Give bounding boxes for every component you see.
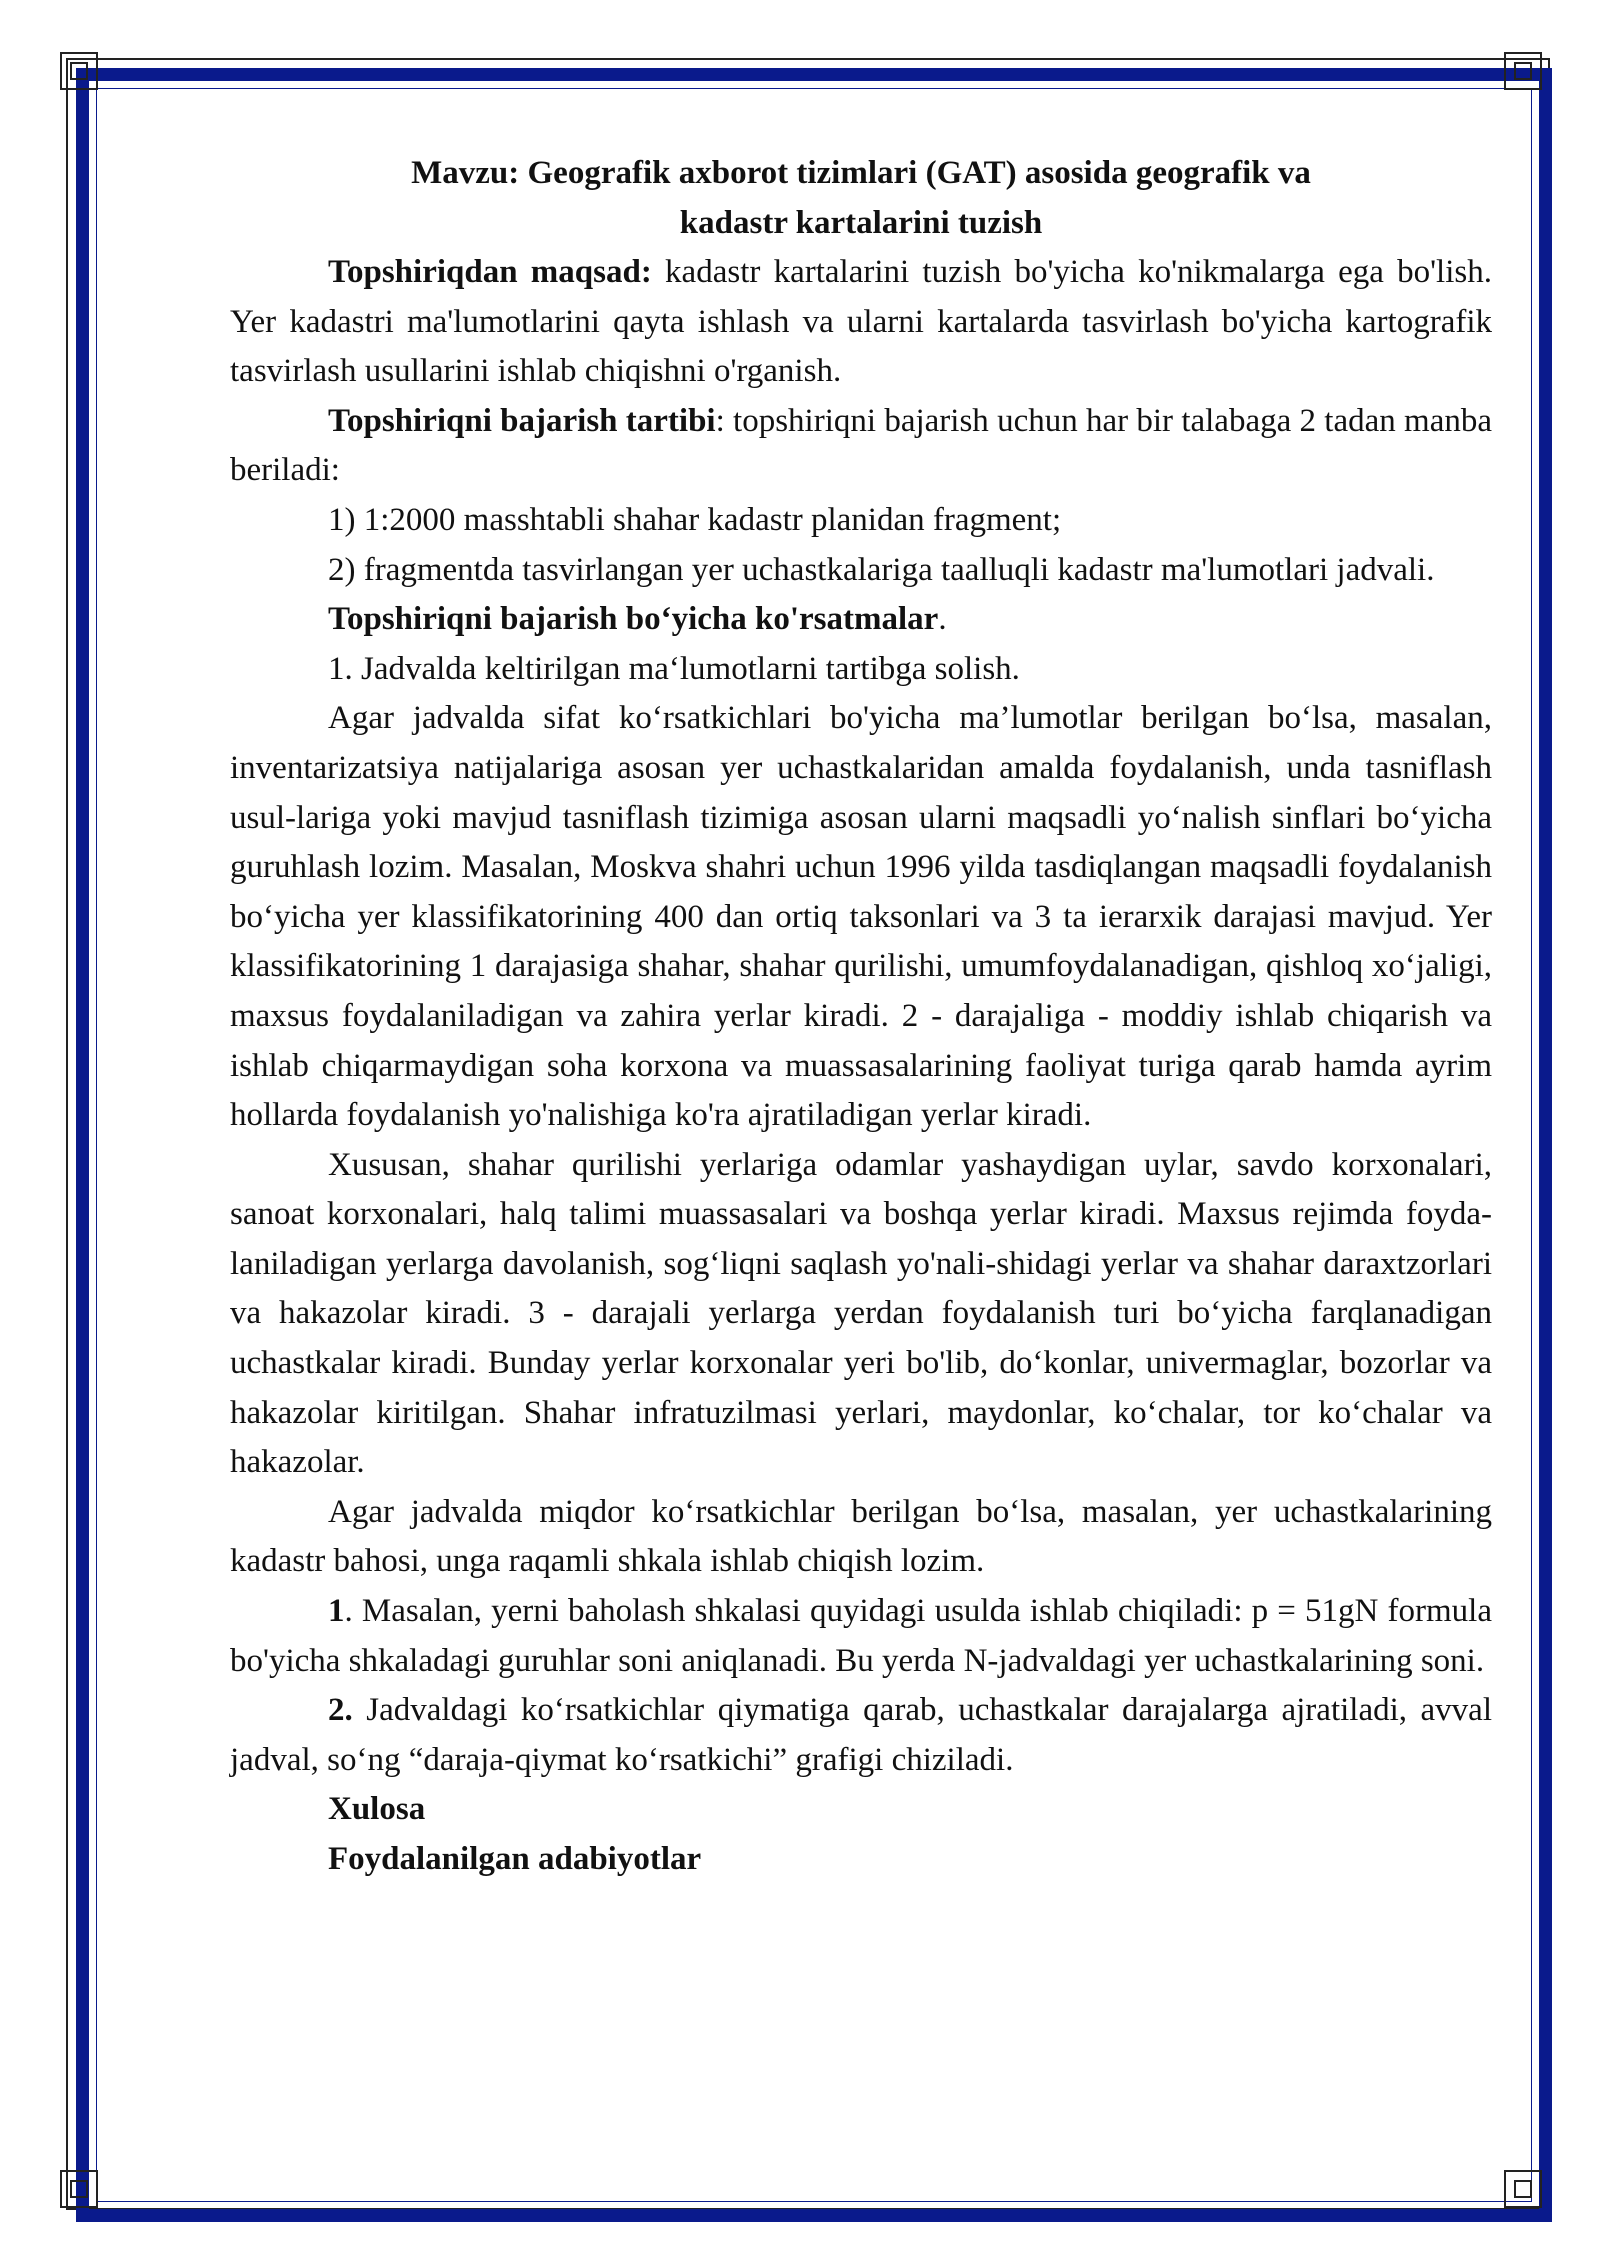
frame-corner-ornament <box>60 52 98 90</box>
numbered-item-1-label: 1 <box>328 1593 345 1630</box>
numbered-item-1-text: . Masalan, yerni baholash shkalasi quyidagi usulda ishlab chiqiladi: p = 51gN formula bo'yicha shkaladagi guruhlar soni aniqlanadi. Bu yerda N-jadvaldagi yer uchastkalarining soni. <box>230 1593 1492 1679</box>
paragraph-urban-lands: Xususan, shahar qurilishi yerlariga odamlar yashaydigan uylar, savdo korxonalari, sanoat korxonalari, halq talimi muassasalari va boshqa yerlar kiradi. Maxsus rejimda foyda-laniladigan yerlarga davolanish, sog‘liqni saqlash yo'nali-shidagi yerlar va shahar daraxtzorlari va hakazolar kiradi. 3 - darajali yerlarga yerdan foydalanish turi bo‘yicha farqlanadigan uchastkalar kiradi. Bunday yerlar korxonalar yeri bo'lib, do‘konlar, univermaglar, bozorlar va hakazolar kiritilgan. Shahar infratuzilmasi yerlari, maydonlar, ko‘chalar, tor ko‘chalar va hakazolar. <box>230 1146 1492 1481</box>
source-item-2: 2) fragmentda tasvirlangan yer uchastkalariga taalluqli kadastr ma'lumotlari jadvali. <box>328 551 1435 588</box>
conclusion-heading <box>230 1785 1492 1835</box>
paragraph-quantitative: Agar jadvalda miqdor ko‘rsatkichlar berilgan bo‘lsa, masalan, yer uchastkalarining kadastr bahosi, unga raqamli shkala ishlab chiqish lozim. <box>230 1493 1492 1580</box>
paragraph-qualitative: Agar jadvalda sifat ko‘rsatkichlari bo'yicha ma’lumotlar berilgan bo‘lsa, masalan, inventarizatsiya natijalariga asosan yer uchastkalaridan amalda foydalanish, unda tasniflash usul-lariga yoki mavjud tasniflash tizimiga asosan ularni maqsadli yo‘nalish sinflari bo‘yicha guruhlash lozim. Masalan, Moskva shahri uchun 1996 yilda tasdiqlangan maqsadli foydalanish bo‘yicha yer klassifikatorining 400 dan ortiq taksonlari va 3 ta ierarxik darajasi mavjud. Yer klassifikatorining 1 darajasiga shahar, shahar qurilishi, umumfoydalanadigan, qishloq xo‘jaligi, maxsus foydalaniladigan va zahira yerlar kiradi. 2 - darajaliga - moddiy ishlab chiqarish va ishlab chiqarmaydigan soha korxona va muassasalarining faoliyat turiga qarab hamda ayrim hollarda foydalanish yo'nalishiga ko'ra ajratiladigan yerlar kiradi. <box>230 700 1492 1134</box>
title-line-1: Mavzu: Geografik axborot tizimlari (GAT) asosida geografik va <box>411 155 1311 191</box>
procedure-label: Topshiriqni bajarish tartibi <box>328 402 716 439</box>
references-label: Foydalanilgan adabiyotlar <box>328 1841 702 1877</box>
step-1: 1. Jadvalda keltirilgan ma‘lumotlarni tartibga solish. <box>328 650 1020 687</box>
objective-label: Topshiriqdan maqsad: <box>328 254 652 290</box>
numbered-item-2-label: 2. <box>328 1692 353 1729</box>
objective-text: kadastr kartalarini tuzish bo'yicha ko'nikmalarga ega bo'lish. Yer kadastri ma'lumotlarini qayta ishlash va ularni kartalarda tasvirlash bo'yicha kartografik tasvirlash usullarini ishlab chiqishni o'rganish. <box>230 254 1492 390</box>
frame-corner-ornament <box>1504 2170 1542 2208</box>
instructions-heading <box>230 595 1492 645</box>
procedure-text: : topshiriqni bajarish uchun har bir talabaga 2 tadan manba beriladi: <box>230 402 1492 489</box>
instructions-label: Topshiriqni bajarish bo‘yicha ko'rsatmalar <box>328 601 939 638</box>
source-item-1: 1) 1:2000 masshtabli shahar kadastr planidan fragment; <box>328 501 1062 538</box>
document-body <box>230 148 1492 1885</box>
title-line-2: kadastr kartalarini tuzish <box>679 205 1043 241</box>
conclusion-label: Xulosa <box>328 1791 426 1828</box>
numbered-item-2 <box>230 1686 1492 1785</box>
references-heading <box>230 1835 1492 1885</box>
document-title <box>230 148 1492 248</box>
instructions-period: . <box>938 601 947 638</box>
procedure-paragraph <box>230 397 1492 496</box>
frame-corner-ornament <box>60 2170 98 2208</box>
numbered-item-1 <box>230 1587 1492 1686</box>
objective-paragraph <box>230 248 1492 397</box>
frame-corner-ornament <box>1504 52 1542 90</box>
numbered-item-2-text: Jadvaldagi ko‘rsatkichlar qiymatiga qarab, uchastkalar darajalarga ajratiladi, avval jadval, so‘ng “daraja-qiymat ko‘rsatkichi” grafigi chiziladi. <box>230 1692 1492 1778</box>
